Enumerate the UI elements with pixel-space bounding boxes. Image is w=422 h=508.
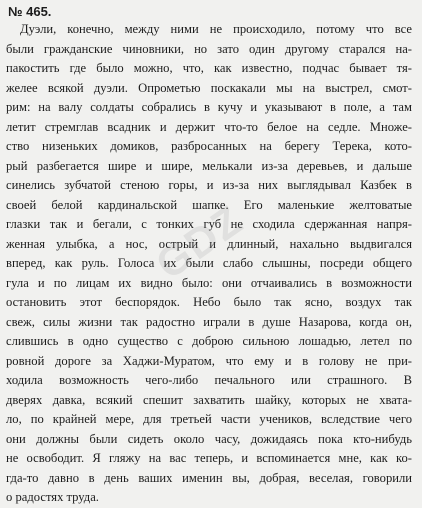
watermark: GDZ xyxy=(147,195,252,289)
text-line: остановить этот беспорядок. Небо было так ясно, воздух так xyxy=(6,295,412,309)
text-line: пакостить где было можно, что, как известно, подчас бывает тя- xyxy=(6,61,412,75)
text-line: дверях давка, всякий спешит захватить шайку, которых не хвата- xyxy=(6,392,412,407)
text-line: гда-то давно в день ваших именин вы, добрая, веселая, говорили xyxy=(6,470,412,485)
text-line: желее всякой дуэли. Опрометью поскакали мы на выстрел, смот- xyxy=(6,80,412,95)
text-line: рый разбегается шире и шире, мелькали из-за деревьев, и дальше xyxy=(6,158,412,173)
exercise-text xyxy=(6,20,412,508)
text-line: были гражданские чиновники, но зато один другому старался на- xyxy=(6,41,412,56)
text-line: ровной дороге за Хаджи-Муратом, что ему и в голову не при- xyxy=(6,353,412,368)
text-line: не освободит. Я гляжу на вас теперь, и вспоминается мне, как ко- xyxy=(6,451,412,465)
text-line: ло, по крайней мере, для третьей части учеников, вследствие чего xyxy=(6,412,412,426)
text-line: глазки так и бегали, с тонких губ не сходила сдержанная напря- xyxy=(6,217,412,231)
text-line: ство низеньких домиков, разбросанных на берегу Терека, кото- xyxy=(6,139,412,153)
text-line: летит стремглав всадник и держит что-то белое на седле. Множе- xyxy=(6,119,412,134)
text-line: гула и по лицам их видно было: они отчаивались в возможности xyxy=(6,275,412,290)
text-line: о радостях труда. xyxy=(6,490,99,504)
text-line: свеж, силы жизни так радостно играли в душе Назарова, когда он, xyxy=(6,314,412,329)
text-line: синелись зубчатой стеною горы, и из-за них выглядывал Казбек в xyxy=(6,178,412,192)
text-line: вперед, как руль. Голоса их были слабо слышны, посреди общего xyxy=(6,256,412,270)
text-line: Дуэли, конечно, между ними не происходило, потому что все xyxy=(20,22,412,36)
text-line: ходила возможность чего-либо печального или страшного. В xyxy=(6,373,412,387)
text-line: рим: на валу солдаты собрались в кучу и указывают в поле, а там xyxy=(6,100,412,114)
text-line: слившись в одно существо с доброю сильною лошадью, летел по xyxy=(6,334,412,348)
exercise-number: № 465. xyxy=(8,4,52,19)
text-line: женная улыбка, а нос, острый и длинный, нахально выдвигался xyxy=(6,236,412,251)
text-line: своей белой кардинальской шапке. Его маленькие желтоватые xyxy=(6,197,412,212)
text-line: они должны были сидеть около часу, дожидаясь пока кто-нибудь xyxy=(6,431,412,446)
